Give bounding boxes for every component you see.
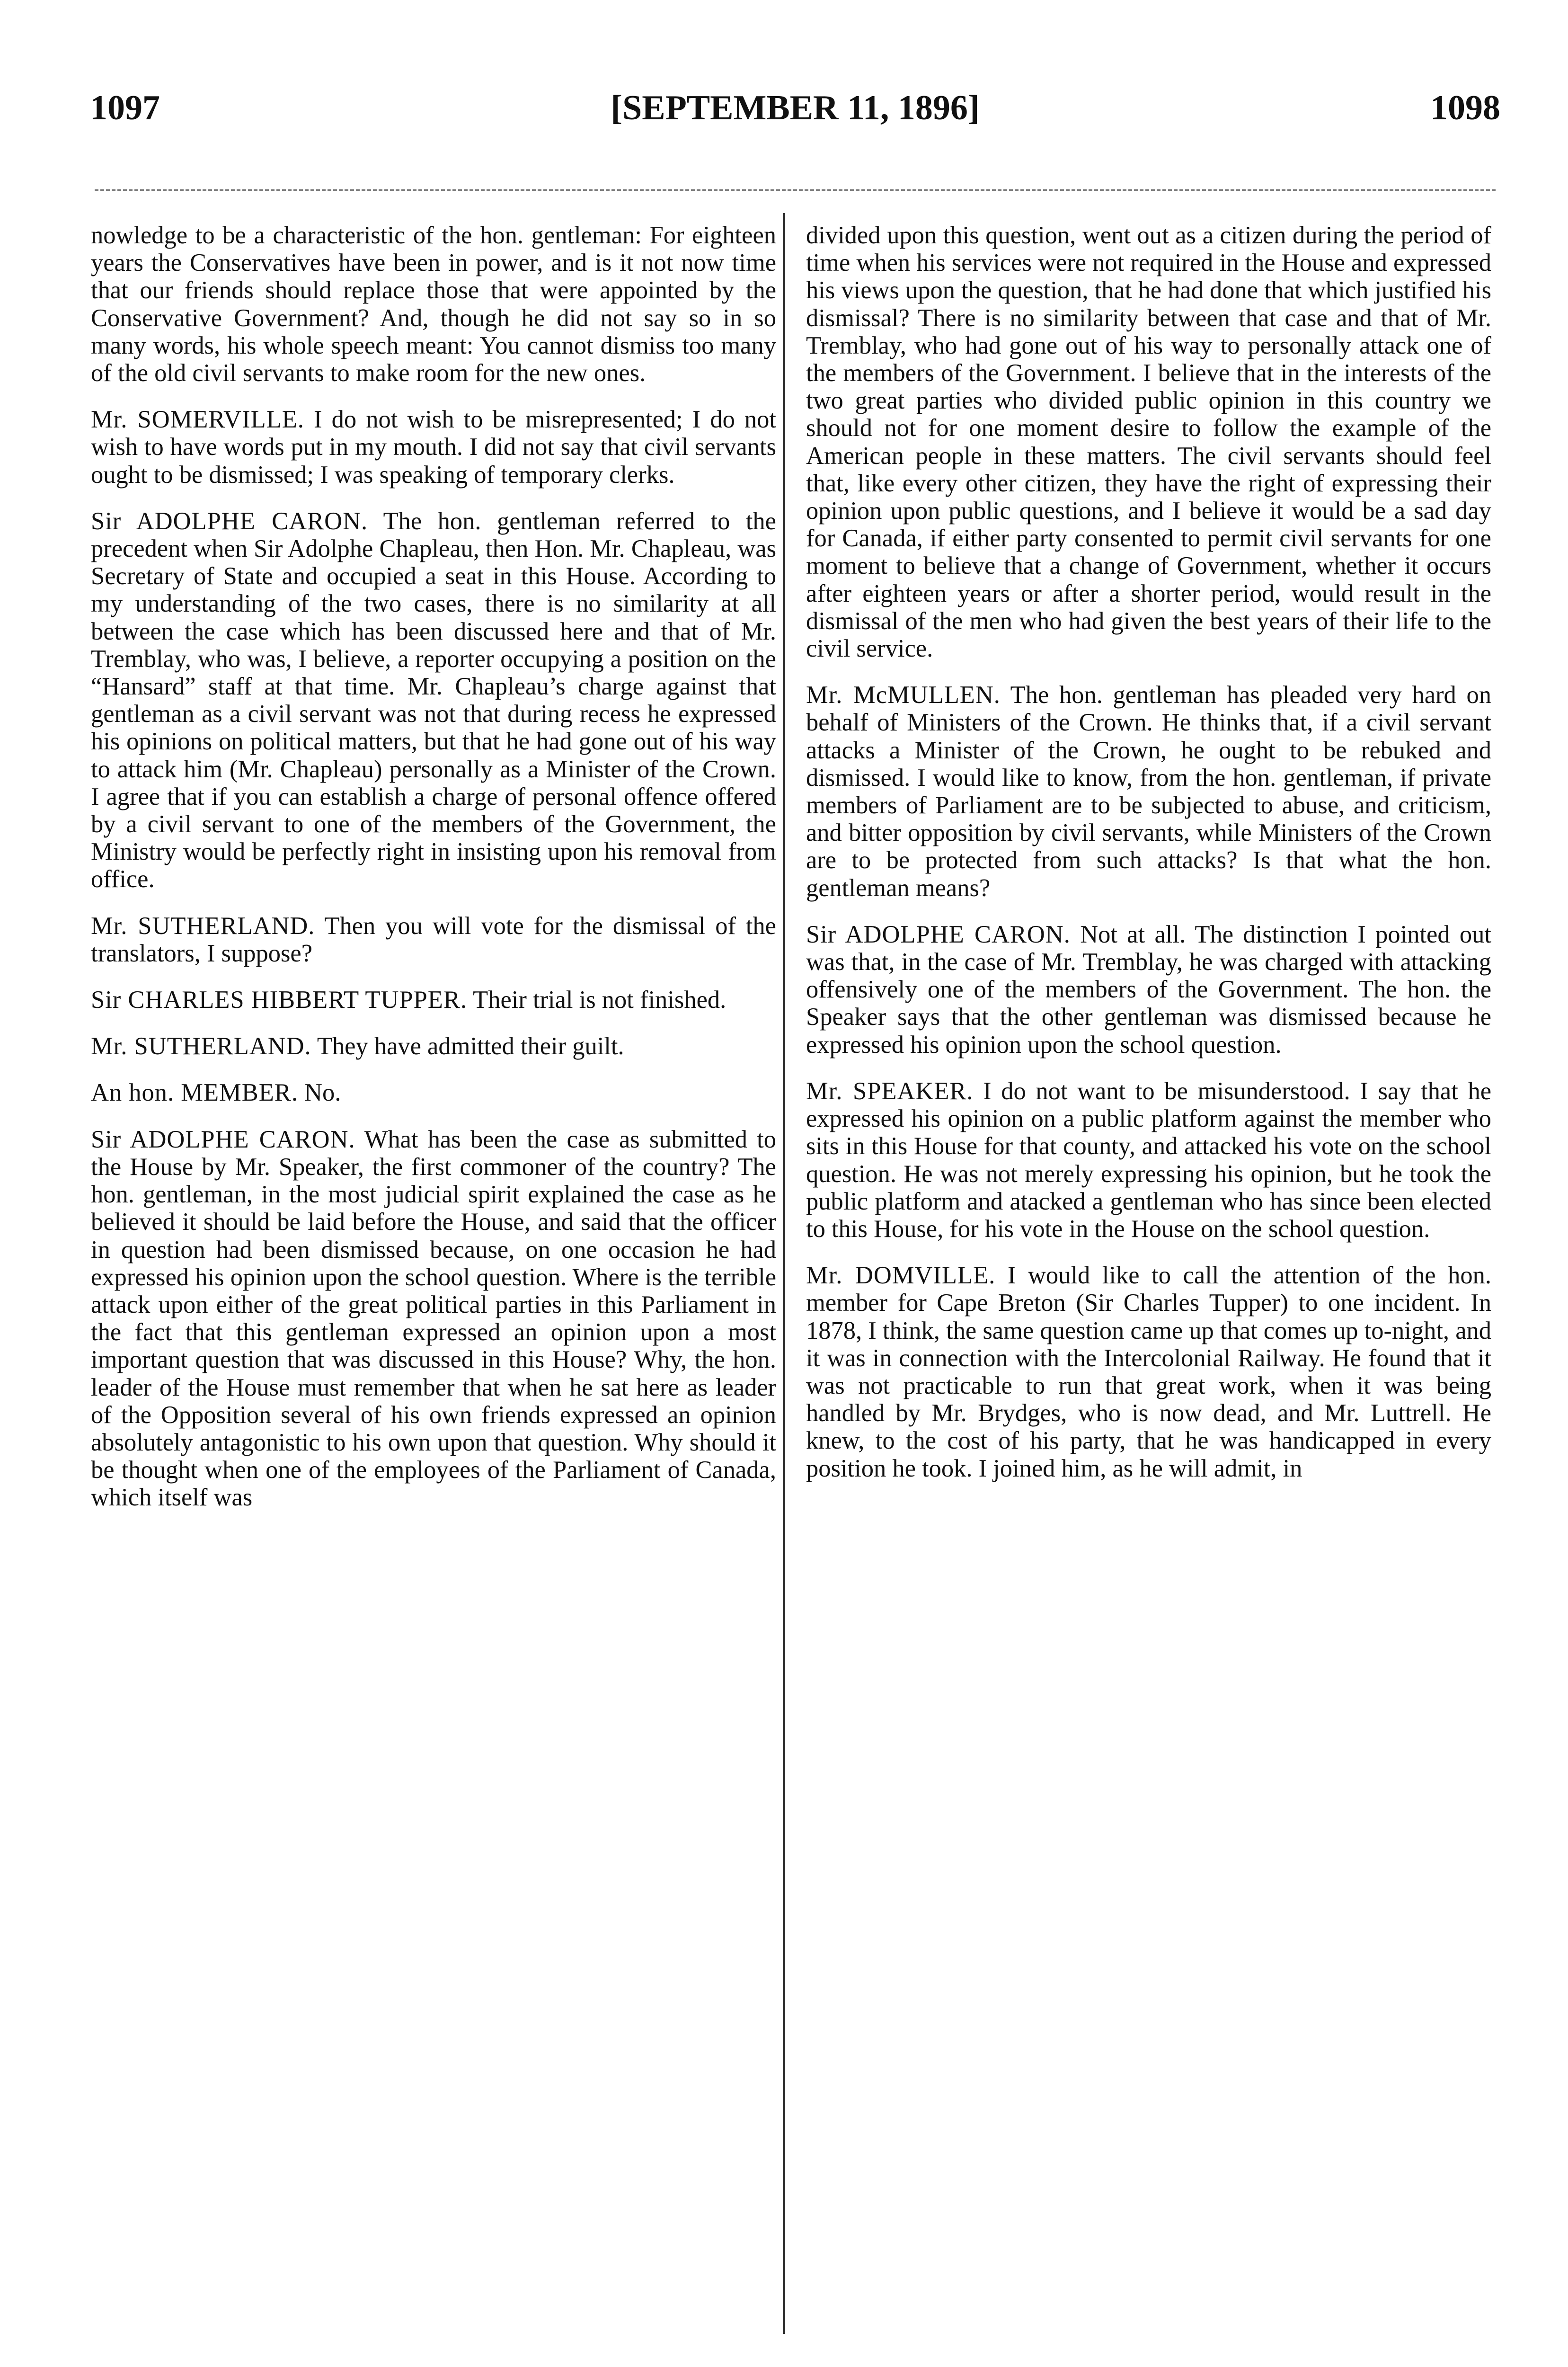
page-number-right: 1098 [1430, 89, 1500, 127]
speaker-name: Sir ADOLPHE CARON. [806, 920, 1071, 948]
paragraph: Sir ADOLPHE CARON. What has been the case as submitted to the House by Mr. Speaker, the first commoner of the country? The hon. gentleman, in the most judicial spirit explained the case as he believed it should be laid before the House, and said that the officer in question had been dismissed because, on one occasion he had expressed his opinion upon the school question. Where is the terrible attack upon either of the great political parties in this Parliament in the fact that this gentleman expressed an opinion upon a most important question that was discussed in this House? Why, the hon. leader of the House must remember that when he sat here as leader of the Opposition several of his own friends expressed an opinion absolutely antagonistic to his own upon that question. Why should it be thought when one of the employees of the Parliament of Canada, which itself was [91, 1125, 776, 1512]
paragraph: Mr. DOMVILLE. I would like to call the attention of the hon. member for Cape Breton (Sir Charles Tupper) to one incident. In 1878, I think, the same question came up that comes up to-night, and it was in connection with the Intercolonial Railway. He found that it was not practicable to run that great work, when it was being handled by Mr. Brydges, who is now dead, and Mr. Luttrell. He knew, to the cost of his party, that he was handicapped in every position he took. I joined him, as he will admit, in [806, 1262, 1491, 1482]
paragraph: Mr. SUTHERLAND. They have admitted their guilt. [91, 1032, 624, 1060]
speaker-name: Mr. SPEAKER. [806, 1077, 974, 1105]
speaker-name: Mr. SOMERVILLE. [91, 406, 304, 434]
speaker-name: Mr. McMULLEN. [806, 681, 1001, 709]
speaker-name: Mr. SUTHERLAND. [91, 912, 315, 940]
paragraph: Sir ADOLPHE CARON. The hon. gentleman referred to the precedent when Sir Adolphe Chapleau, then Hon. Mr. Chapleau, was Secretary of State and occupied a seat in this House. According to my understanding of the two cases, there is no similarity at all between the case which has been discussed here and that of Mr. Tremblay, who was, I believe, a reporter occupying a position on the “Hansard” staff at that time. Mr. Chapleau’s charge against that gentleman as a civil servant was not that during recess he expressed his opinions on political matters, but that he had gone out of his way to attack him (Mr. Chapleau) personally as a Minister of the Crown. I agree that if you can establish a charge of personal offence offered by a civil servant to one of the members of the Government, the Ministry would be perfectly right in insisting upon his removal from office. [91, 507, 776, 893]
left-column [91, 222, 776, 2361]
right-column [806, 222, 1491, 2361]
paragraph: Sir CHARLES HIBBERT TUPPER. Their trial is not finished. [91, 986, 726, 1014]
header-rule [95, 189, 1496, 191]
page-number-left: 1097 [90, 89, 160, 127]
page-header [90, 88, 1500, 140]
speaker-name: Mr. SUTHERLAND. [91, 1032, 311, 1060]
paragraph: Mr. McMULLEN. The hon. gentleman has pleaded very hard on behalf of Ministers of the Crown. He thinks that, if a civil servant attacks a Minister of the Crown, he ought to be rebuked and dismissed. I would like to know, from the hon. gentleman, if private members of Parliament are to be subjected to abuse, and criticism, and bitter opposition by civil servants, while Ministers of the Crown are to be protected from such attacks? Is that what the hon. gentleman means? [806, 681, 1491, 902]
paragraph: Sir ADOLPHE CARON. Not at all. The distinction I pointed out was that, in the case of Mr. Tremblay, he was charged with attacking offensively one of the members of the Government. The hon. the Speaker says that the other gentleman was dismissed because he expressed his opinion upon the school question. [806, 920, 1491, 1059]
paragraph: Mr. SOMERVILLE. I do not wish to be misrepresented; I do not wish to have words put in my mouth. I did not say that civil servants ought to be dismissed; I was speaking of temporary clerks. [91, 406, 776, 489]
speaker-name: Mr. DOMVILLE. [806, 1262, 996, 1290]
paragraph: divided upon this question, went out as a citizen during the period of time when his services were not required in the House and expressed his views upon the question, that he had done that which justified his dismissal? There is no similarity between that case and that of Mr. Tremblay, who had gone out of his way to personally attack one of the members of the Government. I believe that in the interests of the two great parties who divided public opinion in this country we should not for one moment desire to follow the example of the American people in these matters. The civil servants should feel that, like every other citizen, they have the right of expressing their opinion upon public questions, and I believe it would be a sad day for Canada, if either party consented to permit civil servants for one moment to believe that a change of Government, whether it occurs after eighteen years or after a shorter period, would result in the dismissal of the men who had given the best years of their life to the civil service. [806, 222, 1491, 663]
speaker-name: An hon. MEMBER. [91, 1079, 298, 1107]
paragraph: Mr. SPEAKER. I do not want to be misunderstood. I say that he expressed his opinion on a public platform against the member who sits in this House for that county, and attacked his vote on the school question. He was not merely expressing his opinion, but he took the public platform and atacked a gentleman who has since been elected to this House, for his vote in the House on the school question. [806, 1077, 1491, 1243]
column-divider [783, 213, 785, 2334]
speaker-name: Sir ADOLPHE CARON. [91, 1125, 355, 1153]
header-date: [SEPTEMBER 11, 1896] [611, 89, 980, 127]
paragraph: Mr. SUTHERLAND. Then you will vote for the dismissal of the translators, I suppose? [91, 912, 776, 967]
speaker-name: Sir ADOLPHE CARON. [91, 507, 368, 535]
paragraph: An hon. MEMBER. No. [91, 1079, 341, 1107]
paragraph: nowledge to be a characteristic of the hon. gentleman: For eighteen years the Conservatives have been in power, and is it not now time that our friends should replace those that were appointed by the Conservative Government? And, though he did not say so in so many words, his whole speech meant: You cannot dismiss too many of the old civil servants to make room for the new ones. [91, 222, 776, 387]
speaker-name: Sir CHARLES HIBBERT TUPPER. [91, 986, 467, 1014]
